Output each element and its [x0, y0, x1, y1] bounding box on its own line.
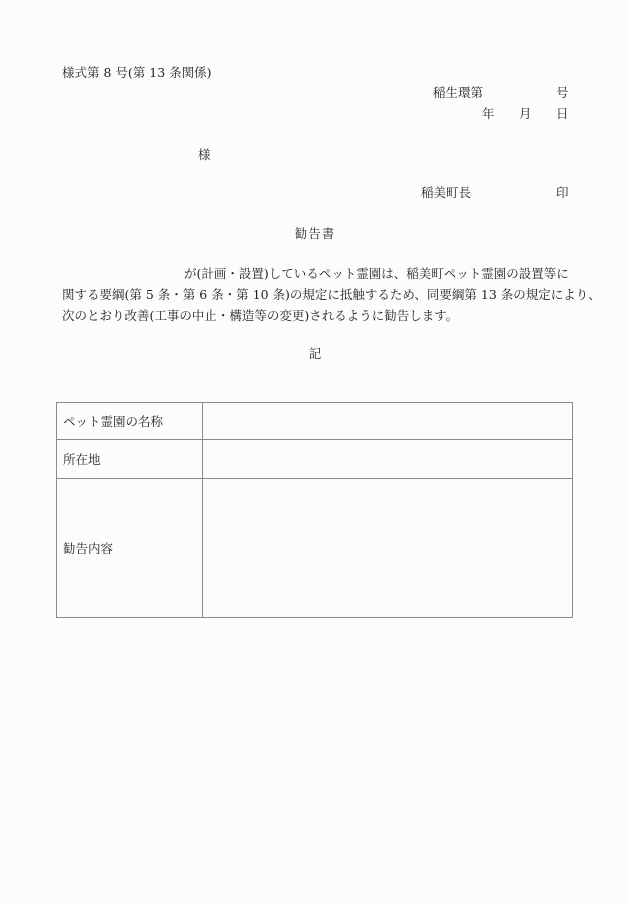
body-paragraph [62, 263, 601, 326]
table-row-pet-cemetery-name [57, 403, 573, 440]
note-mark: 記 [308, 346, 322, 361]
date-day-label: 日 [556, 106, 569, 121]
table-label-recommendation-content: 勧告内容 [57, 479, 203, 618]
table-label-address: 所在地 [57, 440, 203, 479]
body-line-3: 次のとおり改善(工事の中止・構造等の変更)されるように勧告します。 [62, 308, 459, 323]
table-value-address[interactable] [203, 440, 573, 479]
table-row-address [57, 440, 573, 479]
table-row-recommendation-content [57, 479, 573, 618]
document-title: 勧告書 [294, 226, 336, 241]
form-number: 様式第 8 号(第 13 条関係) [62, 65, 212, 80]
date-year-label: 年 [482, 106, 495, 121]
body-line-1: が(計画・設置)しているペット霊園は、稲美町ペット霊園の設置等に [184, 266, 569, 281]
recipient-honorific: 様 [198, 147, 211, 162]
info-table [56, 402, 573, 618]
table-value-pet-cemetery-name[interactable] [203, 403, 573, 440]
date-month-label: 月 [519, 106, 532, 121]
doc-number-suffix: 号 [556, 85, 569, 100]
body-line-2: 関する要綱(第 5 条・第 6 条・第 10 条)の規定に抵触するため、同要綱第 13 条の規定により、 [62, 287, 601, 302]
issuer-seal: 印 [556, 185, 569, 200]
issuer-title: 稲美町長 [421, 185, 472, 200]
table-label-pet-cemetery-name: ペット霊園の名称 [57, 403, 203, 440]
doc-number-prefix: 稲生環第 [433, 85, 484, 100]
table-value-recommendation-content[interactable] [203, 479, 573, 618]
